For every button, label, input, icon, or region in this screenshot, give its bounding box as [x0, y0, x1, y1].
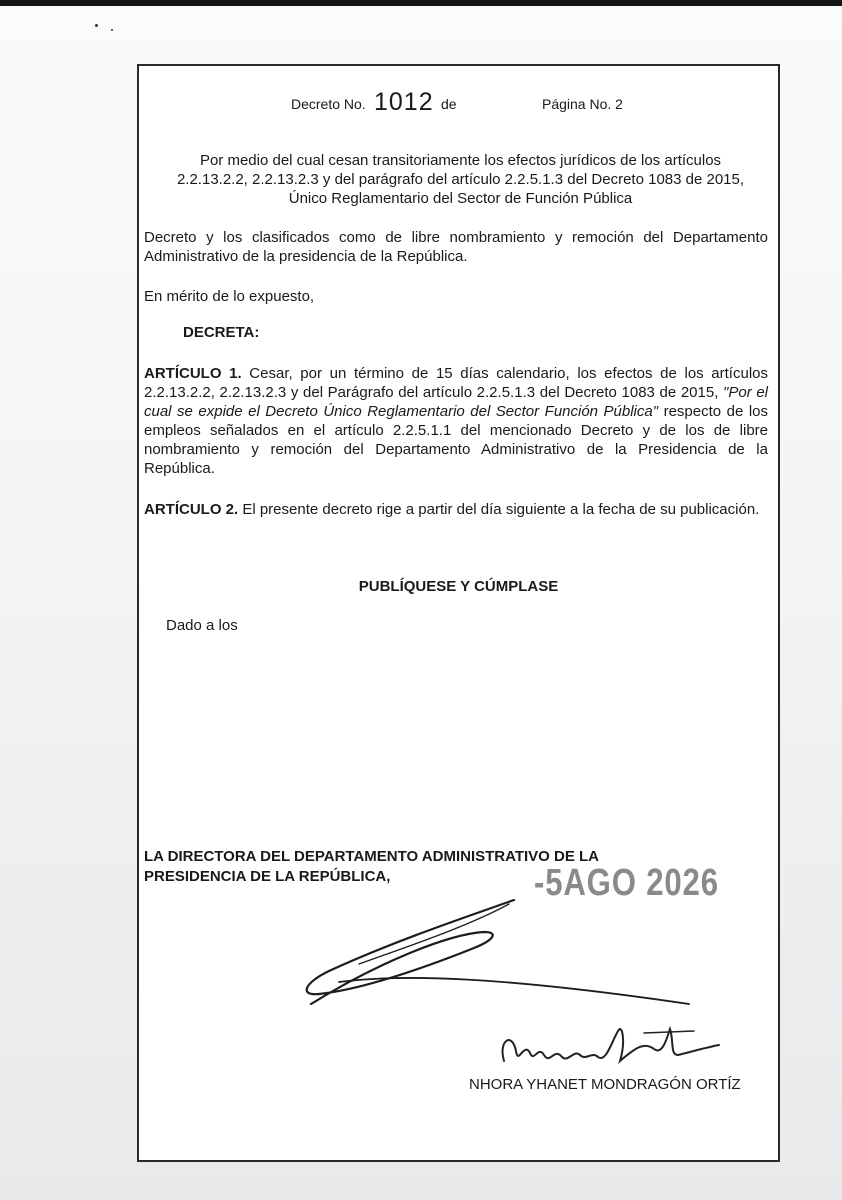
- subtitle-line: Único Reglamentario del Sector de Función Pública: [288, 190, 633, 207]
- decree-subtitle: [159, 151, 762, 208]
- article-2-label: ARTÍCULO 2.: [144, 501, 239, 518]
- main-signature-icon: [299, 886, 699, 1016]
- article-1-label: ARTÍCULO 1.: [144, 365, 242, 382]
- heading-publiquese: PUBLÍQUESE Y CÚMPLASE: [358, 578, 559, 595]
- article-1: [144, 364, 768, 478]
- decree-de-label: de: [441, 96, 457, 112]
- article-1-text-after: respecto de los empleos señalados en el artículo 2.2.5.1.1 del mencionado Decreto y de los de libre nombramiento y remoción del Departamento Administrativo de la Presidencia de la República.: [144, 403, 768, 477]
- signer-name: NHORA YHANET MONDRAGÓN ORTÍZ: [469, 1076, 741, 1093]
- scan-specks: [95, 24, 125, 36]
- date-stamp: -5AGO 2026: [534, 862, 719, 904]
- article-2: [144, 500, 768, 519]
- signer-title-line: LA DIRECTORA DEL DEPARTAMENTO ADMINISTRATIVO DE LA: [144, 848, 600, 865]
- subtitle-line: Por medio del cual cesan transitoriamente los efectos jurídicos de los artículos: [199, 152, 722, 169]
- page-number: Página No. 2: [542, 96, 623, 112]
- article-1-text-before: Cesar, por un término de 15 días calendario, los efectos de los artículos 2.2.13.2.2, 2.2.13.2.3 y del Parágrafo del artículo 2.2.5.1.3 del Decreto 1083 de 2015,: [144, 365, 768, 401]
- heading-decreta: DECRETA:: [183, 324, 260, 341]
- paragraph-merito: En mérito de lo expuesto,: [144, 288, 315, 305]
- secondary-signature-icon: [494, 1011, 724, 1081]
- paragraph-decreto: Decreto y los clasificados como de libre nombramiento y remoción del Departamento Administrativo de la presidencia de la República.: [144, 229, 768, 265]
- page-header: [139, 88, 778, 118]
- decree-label: Decreto No.: [291, 96, 366, 112]
- top-edge-bar: [0, 0, 842, 6]
- signer-title-line: PRESIDENCIA DE LA REPÚBLICA,: [144, 868, 391, 885]
- subtitle-line: 2.2.13.2.2, 2.2.13.2.3 y del parágrafo del artículo 2.2.5.1.3 del Decreto 1083 de 2015,: [176, 171, 745, 188]
- dado-text: Dado a los: [166, 617, 238, 634]
- article-1-quote: "Por el cual se expide el Decreto Único Reglamentario del Sector Función Pública": [144, 384, 768, 420]
- decree-number: 1012: [374, 88, 434, 116]
- decree-page: [137, 64, 780, 1162]
- article-2-text: El presente decreto rige a partir del día siguiente a la fecha de su publicación.: [238, 501, 760, 518]
